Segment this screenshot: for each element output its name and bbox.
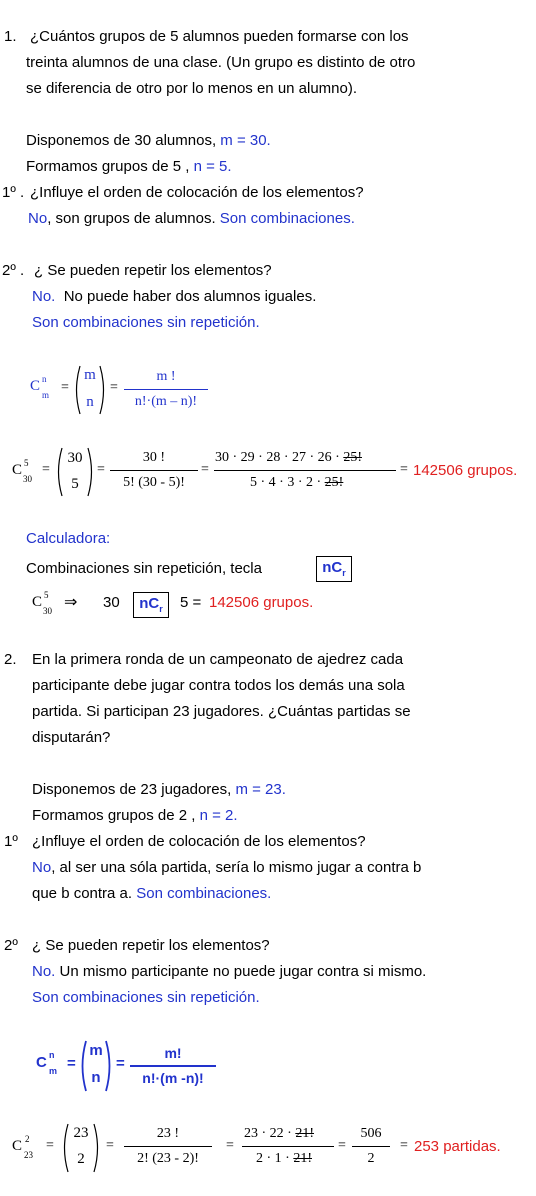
problem-1-step-1-question: ¿Influye el orden de colocación de los elementos? (30, 184, 364, 201)
problem-2-question-line-2: participante debe jugar contra todos los demás una sola (32, 677, 405, 694)
problem-1-step-1-answer: No, son grupos de alumnos. Son combinaciones. (28, 210, 355, 227)
calculator-instruction: Combinaciones sin repetición, tecla (26, 560, 262, 577)
problem-1-step-1-number: 1º . (2, 184, 25, 201)
cancelled-factorial: 21! (295, 1126, 314, 1141)
cancelled-factorial: 21! (293, 1151, 312, 1166)
n-value: n = 5. (193, 158, 232, 175)
problem-1-question-line-3: se diferencia de otro por lo menos en un alumno). (26, 80, 358, 97)
problem-1-question-line-2: treinta alumnos de una clase. (Un grupo es distinto de otro (26, 54, 416, 71)
c-symbol: C (30, 378, 41, 394)
cancelled-factorial: 25! (324, 475, 344, 490)
c-symbol: C (36, 1054, 47, 1071)
implies-arrow: ⇒ (64, 594, 78, 611)
problem-2-calculation: C 2 23 = 23 2 = 23 ! 2! (23 - 2)! = 23 · 22 · 21! 2 · 1 · 21! = 506 2 = 253 partidas. (0, 1120, 536, 1180)
problem-2-given-m: Disponemos de 23 jugadores, m = 23. (32, 781, 286, 798)
problem-1-number: 1. (4, 28, 17, 45)
problem-1-general-formula: C n m = m n = m ! n!·(m – n)! (0, 360, 536, 420)
problem-2-number: 2. (4, 651, 17, 668)
problem-2-question-line-3: partida. Si participan 23 jugadores. ¿Cuántas partidas se (32, 703, 411, 720)
problem-2-question-line-4: disputarán? (32, 729, 111, 746)
n-value: n = 2. (199, 807, 238, 824)
problem-2-step-2-number: 2º (4, 937, 18, 954)
problem-1-step-2-answer: No. No puede haber dos alumnos iguales. (32, 288, 317, 305)
problem-2-given-n: Formamos grupos de 2 , n = 2. (32, 807, 238, 824)
problem-1-calculation: C 5 30 = 30 5 = 30 ! 5! (30 - 5)! = 30 · 29 · 28 · 27 · 26 · 25! 5 · 4 · 3 · 2 · 25! = 142506 grupos. (0, 442, 536, 502)
problem-2-step-1-number: 1º (4, 833, 18, 850)
problem-1-given-n: Formamos grupos de 5 , n = 5. (26, 158, 232, 175)
problem-2-step-1-answer: No, al ser una sóla partida, sería lo mismo jugar a contra b (32, 859, 422, 876)
problem-2-result: 253 partidas. (414, 1138, 501, 1155)
problem-2-step-2-conclusion: Son combinaciones sin repetición. (32, 989, 260, 1006)
calculator-result: 142506 grupos. (209, 594, 314, 611)
c-symbol: C (12, 462, 23, 478)
calculator-example: C 5 30 ⇒ 30 $nC_r$ 5 = 142506 grupos. (32, 590, 314, 616)
problem-2-question-line-1: En la primera ronda de un campeonato de ajedrez cada (32, 651, 404, 668)
m-value: m = 23. (235, 781, 286, 798)
calculadora-label: Calculadora: (26, 530, 111, 547)
c-symbol: C (12, 1138, 23, 1154)
problem-2-step-2-question: ¿ Se pueden repetir los elementos? (32, 937, 270, 954)
problem-1-question-line-1: ¿Cuántos grupos de 5 alumnos pueden formarse con los (30, 28, 409, 45)
problem-1-step-2-number: 2º . (2, 262, 25, 279)
m-value: m = 30. (220, 132, 271, 149)
problem-2-step-1-answer-2: que b contra a. Son combinaciones. (32, 885, 272, 902)
problem-2-step-2-answer: No. Un mismo participante no puede jugar contra si mismo. (32, 963, 427, 980)
ncr-key-icon: $nC_r$ (316, 556, 352, 582)
problem-1-step-2-conclusion: Son combinaciones sin repetición. (32, 314, 260, 331)
problem-1-given-m: Disponemos de 30 alumnos, m = 30. (26, 132, 271, 149)
ncr-key-icon: $nC_r$ (133, 592, 169, 618)
problem-2-step-1-question: ¿Influye el orden de colocación de los elementos? (32, 833, 366, 850)
problem-1-result: 142506 grupos. (413, 462, 518, 479)
problem-2-general-formula: C n m = m n = m! n!·(m -n)! (0, 1036, 536, 1096)
cancelled-factorial: 25! (343, 450, 362, 465)
problem-1-step-2-question: ¿ Se pueden repetir los elementos? (34, 262, 272, 279)
